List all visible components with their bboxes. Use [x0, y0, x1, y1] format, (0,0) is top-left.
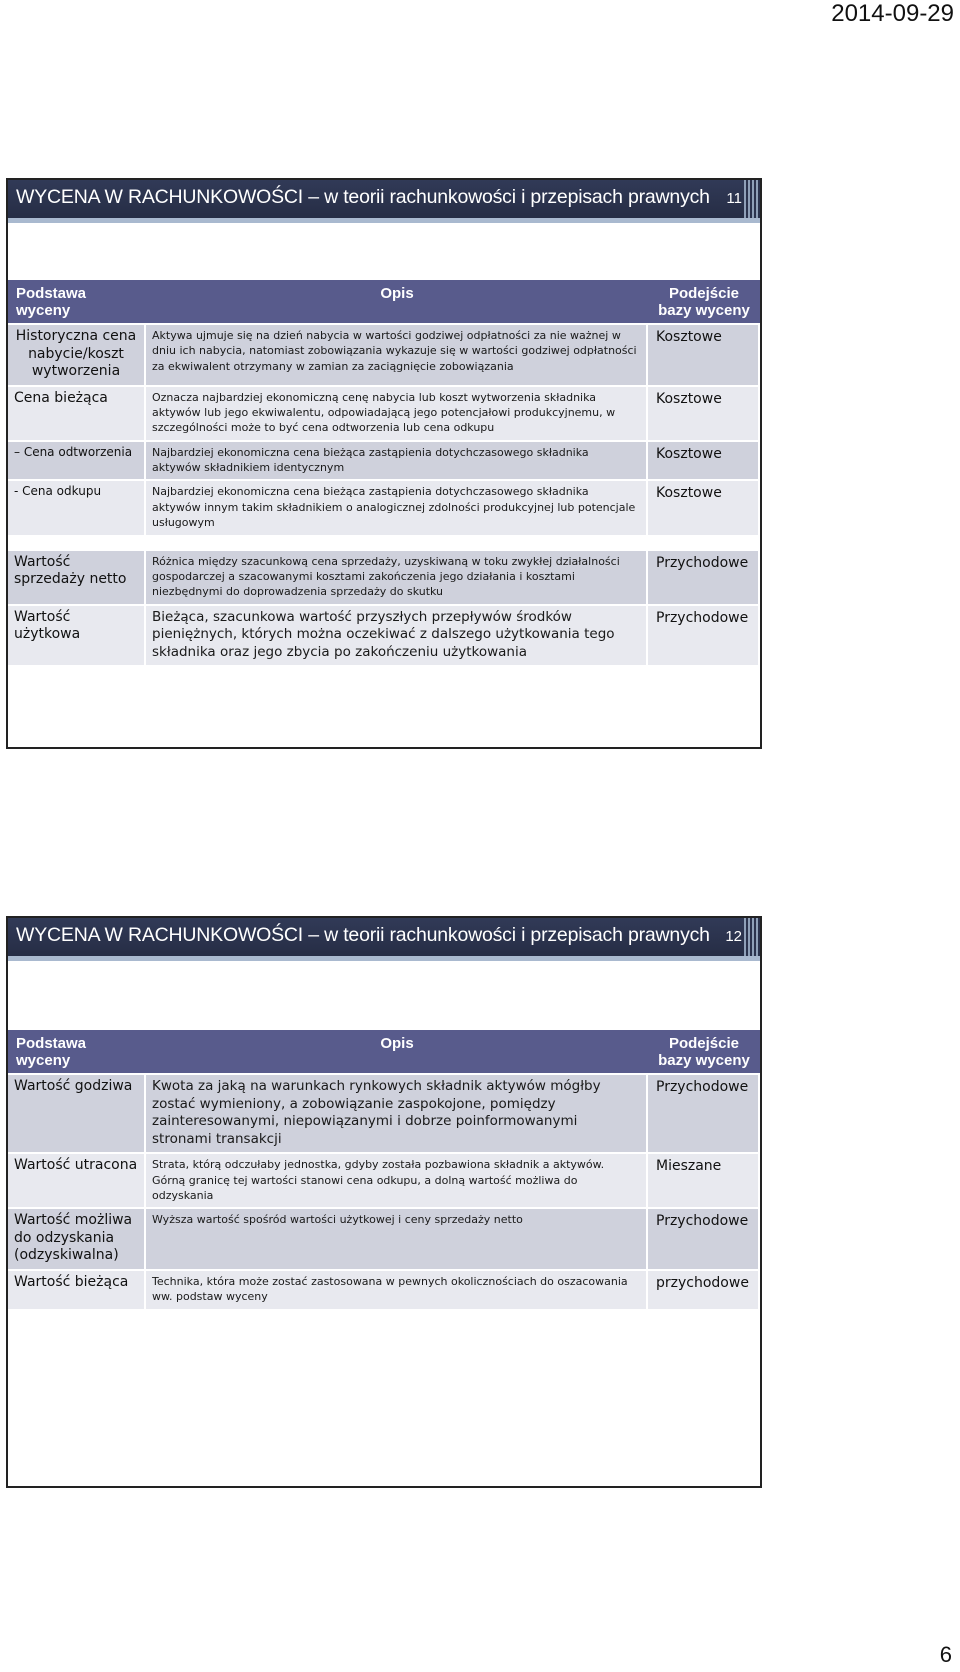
cell-approach: Przychodowe: [648, 1075, 760, 1154]
table-header-row: [8, 1030, 760, 1075]
valuation-table: [8, 280, 760, 667]
cell-basis: - Cena odkupu: [8, 481, 146, 536]
slide-title: WYCENA W RACHUNKOWOŚCI – w teorii rachunkowości i przepisach prawnych: [16, 186, 710, 208]
slide-title-bar: [8, 180, 760, 218]
cell-basis: Wartość utracona: [8, 1154, 146, 1209]
cell-description: Aktywa ujmuje się na dzień nabycia w wartości godziwej odpłatności za nie ważnej w dniu ich nabycia, natomiast zobowiązania wykazuje się w wartości godziwej odpłatności za ekwiwalent otrzymany w zamian za zaciągnięcie zobowiązania: [146, 325, 648, 387]
page-date: 2014-09-29: [831, 0, 954, 27]
cell-basis: Cena bieżąca: [8, 387, 146, 442]
table-row: [8, 325, 760, 387]
cell-approach: Kosztowe: [648, 325, 760, 387]
cell-approach: Kosztowe: [648, 481, 760, 536]
table-row: [8, 481, 760, 536]
cell-approach: Przychodowe: [648, 1209, 760, 1271]
cell-basis: Wartość godziwa: [8, 1075, 146, 1154]
cell-description: Bieżąca, szacunkowa wartość przyszłych przepływów środków pieniężnych, których można oczekiwać z dalszego użytkowania tego składnika oraz jego zbycia po zakończeniu użytkowania: [146, 606, 648, 668]
slide-number: 12: [725, 928, 742, 945]
table-row: [8, 606, 760, 668]
table-row: [8, 387, 760, 442]
slide-11: [6, 178, 762, 749]
cell-approach: Mieszane: [648, 1154, 760, 1209]
title-decoration: [744, 180, 760, 218]
slide-title: WYCENA W RACHUNKOWOŚCI – w teorii rachunkowości i przepisach prawnych: [16, 924, 710, 946]
table-row: [8, 551, 760, 606]
cell-basis: Wartość bieżąca: [8, 1271, 146, 1311]
header-approach: Podejście bazy wyceny: [648, 280, 760, 325]
cell-description: Strata, którą odczułaby jednostka, gdyby została pozbawiona składnik a aktywów. Górną granicę tej wartości stanowi cena odkupu, a dolną wartość możliwa do odzyskania: [146, 1154, 648, 1209]
table-row: [8, 442, 760, 482]
cell-description: Kwota za jaką na warunkach rynkowych składnik aktywów mógłby zostać wymieniony, a zobowiązanie zaspokojone, pomiędzy zainteresowanymi, niepowiązanymi i dobrze poinformowanymi stronami transakcji: [146, 1075, 648, 1154]
cell-basis: Historyczna cena nabycie/koszt wytworzenia: [8, 325, 146, 387]
header-approach: Podejście bazy wyceny: [648, 1030, 760, 1075]
header-basis: Podstawa wyceny: [8, 1030, 146, 1075]
slide-title-bar: [8, 918, 760, 956]
cell-approach: przychodowe: [648, 1271, 760, 1311]
header-description: Opis: [146, 280, 648, 325]
slide-number: 11: [726, 190, 742, 207]
header-description: Opis: [146, 1030, 648, 1075]
cell-approach: Kosztowe: [648, 387, 760, 442]
table-header-row: [8, 280, 760, 325]
cell-basis: Wartość sprzedaży netto: [8, 551, 146, 606]
cell-description: Oznacza najbardziej ekonomiczną cenę nabycia lub koszt wytworzenia składnika aktywów lub jego ekwiwalentu, odpowiadającą jego potencjałowi produkcyjnemu, w szczególności może to być cena odtworzenia lub cena odkupu: [146, 387, 648, 442]
table-gap: [8, 537, 760, 551]
cell-basis: – Cena odtworzenia: [8, 442, 146, 482]
table-row: [8, 1271, 760, 1311]
title-underline: [8, 218, 760, 223]
title-decoration: [744, 918, 760, 956]
cell-description: Różnica między szacunkową cena sprzedaży, uzyskiwaną w toku zwykłej działalności gospodarczej a szacowanymi kosztami zakończenia jego działania i kosztami niezbędnymi do doprowadzenia sprzedaży do skutku: [146, 551, 648, 606]
cell-basis: Wartość możliwa do odzyskania (odzyskiwalna): [8, 1209, 146, 1271]
cell-approach: Przychodowe: [648, 606, 760, 668]
table-row: [8, 1154, 760, 1209]
cell-description: Wyższa wartość spośród wartości użytkowej i ceny sprzedaży netto: [146, 1209, 648, 1271]
title-underline: [8, 956, 760, 961]
table-row: [8, 1075, 760, 1154]
cell-approach: Kosztowe: [648, 442, 760, 482]
valuation-table: [8, 1030, 760, 1311]
slide-12: [6, 916, 762, 1488]
table-row: [8, 1209, 760, 1271]
cell-basis: Wartość użytkowa: [8, 606, 146, 668]
cell-description: Najbardziej ekonomiczna cena bieżąca zastąpienia dotychczasowego składnika aktywów innym takim składnikiem o analogicznej zdolności produkcyjnej lub potencjale usługowym: [146, 481, 648, 536]
page-number: 6: [939, 1642, 952, 1667]
cell-description: Technika, która może zostać zastosowana w pewnych okolicznościach do oszacowania ww. podstaw wyceny: [146, 1271, 648, 1311]
cell-description: Najbardziej ekonomiczna cena bieżąca zastąpienia dotychczasowego składnika aktywów składnikiem identycznym: [146, 442, 648, 482]
header-basis: Podstawa wyceny: [8, 280, 146, 325]
cell-approach: Przychodowe: [648, 551, 760, 606]
